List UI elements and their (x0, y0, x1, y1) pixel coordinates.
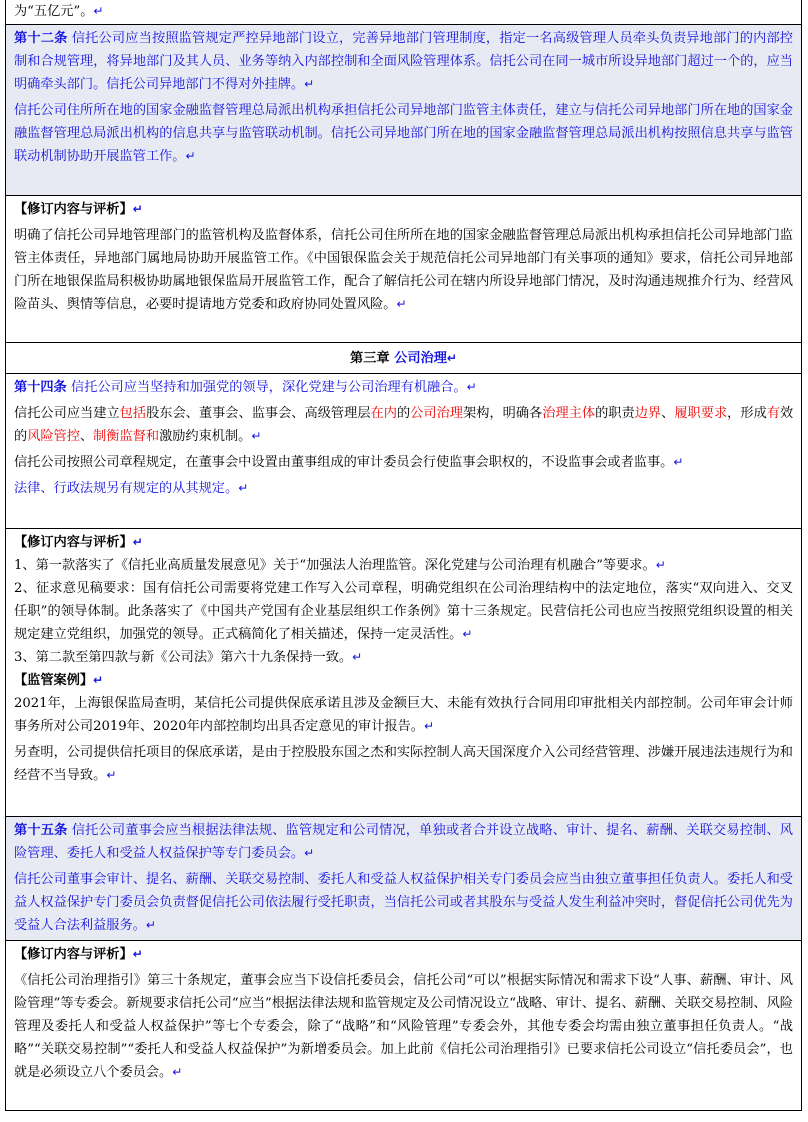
top-fragment: 为“五亿元”。↵ (14, 4, 104, 19)
paragraph-mark-icon: ↵ (93, 4, 104, 18)
text-segment: 激励约束机制。 (159, 429, 252, 444)
article-12-para-1: 第十二条 信托公司应当按照监管规定严控异地部门设立，完善异地部门管理制度，指定一名高级管理人员牵头负责异地部门的内部控制和合规管理，将异地部门及其人员、业务等纳入内部控制和全面风险管理体系。信托公司在同一城市所设异地部门超过一个的，应当明确牵头部门。信托公司异地部门不得对外挂牌。↵ (14, 31, 793, 92)
paragraph-mark-icon: ↵ (106, 768, 117, 782)
text-segment: 信托公司应当建立 (14, 406, 120, 421)
article-14-para-4: 法律、行政法规另有规定的从其规定。↵ (14, 481, 249, 496)
paragraph-mark-icon: ↵ (93, 673, 104, 687)
comment-12-cell (5, 196, 802, 343)
paragraph-mark-icon: ↵ (655, 558, 666, 572)
paragraph-mark-icon: ↵ (466, 380, 477, 394)
revised-text-segment: 包括 (119, 406, 147, 421)
revised-text-segment: 公司治理 (410, 406, 463, 421)
revised-text-segment: 边界 (634, 406, 662, 421)
paragraph-mark-icon: ↵ (172, 1065, 183, 1079)
paragraph-mark-icon: ↵ (352, 650, 363, 664)
text-segment: 的 (396, 406, 411, 421)
article-14-label: 第十四条 (14, 380, 67, 395)
revised-text-segment: 在内 (370, 406, 397, 421)
comment-15-cell (5, 941, 802, 1111)
paragraph-mark-icon: ↵ (304, 846, 315, 860)
paragraph-mark-icon: ↵ (132, 202, 143, 216)
case-heading: 【监管案例】↵ (14, 673, 104, 688)
revised-text-segment: 制衡监督和 (93, 429, 160, 444)
comment-15-heading: 【修订内容与评析】↵ (14, 947, 143, 962)
paragraph-mark-icon: ↵ (462, 627, 473, 641)
revised-text-segment: 治理主体 (542, 406, 596, 421)
document-page (5, 0, 802, 1111)
article-12-cell (5, 25, 802, 196)
article-15-cell (5, 817, 802, 941)
text-segment: 的职责 (595, 406, 635, 421)
article-12-para-2: 信托公司住所所在地的国家金融监督管理总局派出机构承担信托公司异地部门监管主体责任，建立与信托公司异地部门所在地的国家金融监督管理总局派出机构的信息共享与监管联动机制。信托公司异地部门所在地的国家金融监督管理总局派出机构按照信息共享与监管联动机制协助开展监管工作。↵ (14, 103, 793, 164)
text-segment: 、 (661, 406, 675, 421)
comment-14-item-2: 2、征求意见稿要求：国有信托公司需要将党建工作写入公司章程，明确党组织在公司治理结构中的法定地位，落实“双向进入、交叉任职”的领导体制。此条落实了《中国共产党国有企业基层组织工作条例》第十三条规定。民营信托公司也应当按照党组织设置的相关规定建立党组织，加强党的领导。正式稿简化了相关描述，保持一定灵活性。↵ (14, 581, 793, 642)
text-segment: 架构，明确各 (463, 406, 543, 421)
chapter-3-cell (5, 343, 802, 374)
comment-12-heading: 【修订内容与评析】↵ (14, 202, 143, 217)
revised-text-segment: 履职要求 (674, 406, 728, 421)
text-segment: ，形成 (727, 406, 767, 421)
comment-14-heading: 【修订内容与评析】↵ (14, 535, 143, 550)
revised-text-segment: 有 (766, 406, 780, 421)
text-segment: 、 (79, 429, 94, 444)
case-para-1: 2021年，上海银保监局查明，某信托公司提供保底承诺且涉及金额巨大、未能有效执行合同用印审批相关内部控制。公司年审会计师事务所对公司2019年、2020年内部控制均出具否定意见的审计报告。↵ (14, 696, 793, 734)
comment-15-body: 《信托公司治理指引》第三十条规定，董事会应当下设信托委员会，信托公司“可以”根据实际情况和需求下设“人事、薪酬、审计、风险管理”等专委会。新规要求信托公司“应当”根据法律法规和监管规定及公司情况设立“战略、审计、提名、薪酬、关联交易控制、风险管理及委托人和受益人权益保护”等七个专委会，除了“战略”和“风险管理”专委会外，其他专委会均需由独立董事担任负责人。“战略”“关联交易控制”“委托人和受益人权益保护”为新增委员会。加上此前《信托公司治理指引》已要求信托公司设立“信托委员会”，也就是必须设立八个委员会。↵ (14, 973, 793, 1080)
paragraph-mark-icon: ↵ (251, 429, 262, 443)
paragraph-mark-icon: ↵ (132, 947, 143, 961)
paragraph-mark-icon: ↵ (424, 719, 435, 733)
comment-14-cell (5, 529, 802, 817)
text-segment: 效的 (14, 406, 794, 444)
comment-14-item-1: 1、第一款落实了《信托业高质量发展意见》关于“加强法人治理监管。深化党建与公司治理有机融合”等要求。↵ (14, 558, 666, 573)
article-14-cell (5, 374, 802, 529)
paragraph-mark-icon: ↵ (673, 455, 684, 469)
paragraph-mark-icon: ↵ (396, 297, 407, 311)
article-14-para-2 (14, 402, 793, 448)
paragraph-mark-icon: ↵ (185, 149, 196, 163)
paragraph-mark-icon: ↵ (145, 918, 156, 932)
paragraph-mark-icon: ↵ (446, 351, 457, 365)
article-15-para-1: 第十五条 信托公司董事会应当根据法律法规、监管规定和公司情况，单独或者合并设立战略、审计、提名、薪酬、关联交易控制、风险管理、委托人和受益人权益保护等专门委员会。↵ (14, 823, 793, 861)
article-15-para-2: 信托公司董事会审计、提名、薪酬、关联交易控制、委托人和受益人权益保护相关专门委员会应当由独立董事担任负责人。委托人和受益人权益保护专门委员会负责督促信托公司依法履行受托职责，当信托公司或者其股东与受益人发生利益冲突时，督促信托公司优先为受益人合法利益服务。↵ (14, 872, 793, 933)
paragraph-mark-icon: ↵ (238, 481, 249, 495)
case-para-2: 另查明，公司提供信托项目的保底承诺，是由于控股股东国之杰和实际控制人高天国深度介入公司经营管理、涉嫌开展违法违规行为和经营不当导致。↵ (14, 745, 793, 783)
article-15-label: 第十五条 (14, 823, 68, 838)
top-fragment-cell (5, 0, 802, 25)
article-14-para-3: 信托公司按照公司章程规定，在董事会中设置由董事组成的审计委员会行使监事会职权的，不设监事会或者监事。↵ (14, 455, 684, 470)
paragraph-mark-icon: ↵ (304, 77, 315, 91)
text-segment: 股东会、董事会、监事会、高级管理层 (146, 406, 371, 421)
revised-text-segment: 风险管控 (27, 429, 80, 444)
article-14-para-1: 第十四条 信托公司应当坚持和加强党的领导，深化党建与公司治理有机融合。↵ (14, 380, 477, 395)
comment-12-body: 明确了信托公司异地管理部门的监管机构及监督体系，信托公司住所所在地的国家金融监督管理总局派出机构承担信托公司异地部门监管主体责任，异地部门属地局协助开展监管工作。《中国银保监会关于规范信托公司异地部门有关事项的通知》要求，信托公司异地部门所在地银保监局积极协助属地银保监局开展监管工作，配合了解信托公司在辖内所设异地部门情况，及时沟通违规推介行为、经营风险苗头、舆情等信息，必要时提请地方党委和政府协同处置风险。↵ (14, 228, 793, 312)
article-12-label: 第十二条 (14, 31, 68, 46)
chapter-3-title: 第三章 公司治理↵ (350, 351, 457, 366)
paragraph-mark-icon: ↵ (132, 535, 143, 549)
comment-14-item-3: 3、第二款至第四款与新《公司法》第六十九条保持一致。↵ (14, 650, 363, 665)
